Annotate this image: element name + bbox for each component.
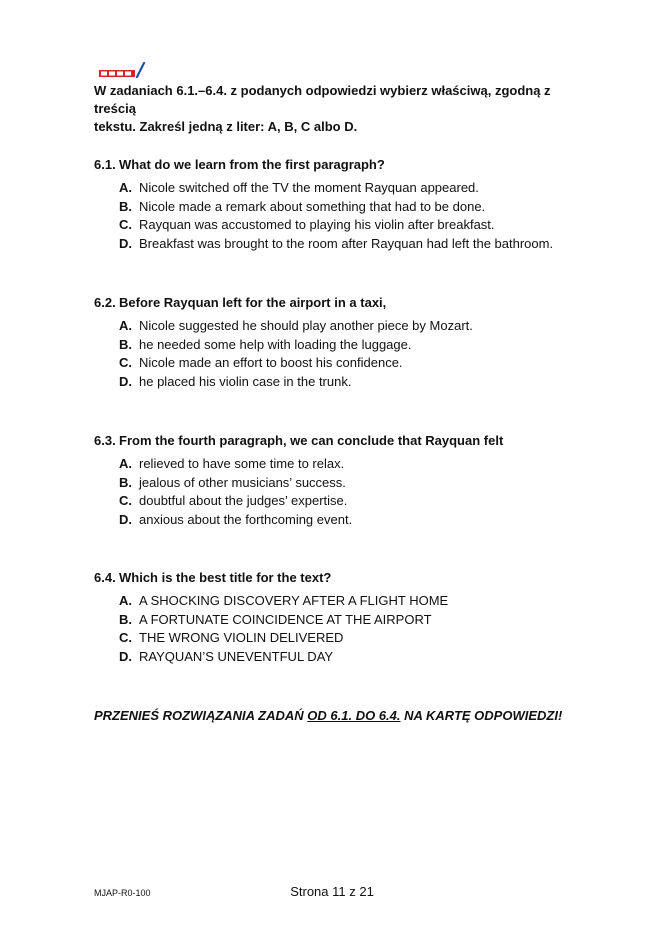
- option-letter: B.: [119, 198, 132, 214]
- instruction-line-1: W zadaniach 6.1.–6.4. z podanych odpowiedzi wybierz właściwą, zgodną z treścią: [94, 83, 551, 116]
- question-6-1: [94, 157, 594, 253]
- option-letter: B.: [119, 336, 132, 352]
- option-text: jealous of other musicians’ success.: [139, 474, 346, 490]
- option-text: he placed his violin case in the trunk.: [139, 373, 352, 389]
- task-instruction: [94, 82, 594, 136]
- question-6-4: [94, 570, 594, 666]
- option-text: doubtful about the judges’ expertise.: [139, 493, 348, 508]
- option-letter: B.: [119, 611, 132, 627]
- note-part-1: PRZENIEŚ ROZWIĄZANIA ZADAŃ: [94, 708, 308, 723]
- option-letter: D.: [119, 648, 132, 664]
- question-heading: [94, 570, 594, 586]
- option-text: he needed some help with loading the luggage.: [139, 336, 412, 352]
- task-boxes-pen-icon: [98, 62, 146, 78]
- page-number: Strona 11 z 21: [290, 884, 374, 899]
- answer-option-a[interactable]: [94, 455, 594, 474]
- question-number: 6.4.: [94, 570, 116, 585]
- answer-option-c[interactable]: [94, 216, 594, 235]
- option-letter: D.: [119, 511, 132, 527]
- answer-option-b[interactable]: [94, 198, 594, 217]
- option-letter: A.: [119, 180, 132, 195]
- answer-option-b[interactable]: [94, 474, 594, 493]
- question-text: Which is the best title for the text?: [119, 570, 332, 585]
- note-part-2: NA KARTĘ ODPOWIEDZI!: [400, 708, 563, 723]
- option-text: RAYQUAN’S UNEVENTFUL DAY: [139, 648, 334, 664]
- transfer-answers-note: [94, 708, 562, 723]
- question-text: Before Rayquan left for the airport in a taxi,: [119, 295, 387, 310]
- answer-option-d[interactable]: [94, 511, 594, 530]
- instruction-line-2: tekstu. Zakreśl jedną z liter: A, B, C albo D.: [94, 119, 358, 134]
- question-6-2: [94, 295, 594, 391]
- question-text: From the fourth paragraph, we can conclude that Rayquan felt: [119, 433, 504, 448]
- answer-option-c[interactable]: [94, 629, 594, 648]
- answer-option-d[interactable]: [94, 235, 594, 254]
- option-letter: C.: [119, 630, 132, 645]
- question-heading: [94, 433, 594, 449]
- option-letter: C.: [119, 355, 132, 370]
- question-number: 6.1.: [94, 157, 116, 172]
- option-letter: A.: [119, 593, 132, 608]
- option-letter: A.: [119, 318, 132, 333]
- option-letter: D.: [119, 235, 132, 251]
- option-text: Breakfast was brought to the room after Rayquan had left the bathroom.: [139, 235, 554, 251]
- answer-option-d[interactable]: [94, 373, 594, 392]
- option-letter: A.: [119, 456, 132, 471]
- option-text: Rayquan was accustomed to playing his violin after breakfast.: [139, 217, 495, 232]
- question-heading: [94, 157, 594, 173]
- answer-option-c[interactable]: [94, 492, 594, 511]
- option-text: Nicole suggested he should play another piece by Mozart.: [139, 318, 473, 333]
- option-text: Nicole switched off the TV the moment Rayquan appeared.: [139, 180, 479, 195]
- option-text: Nicole made an effort to boost his confidence.: [139, 355, 403, 370]
- question-number: 6.2.: [94, 295, 116, 310]
- question-number: 6.3.: [94, 433, 116, 448]
- option-letter: D.: [119, 373, 132, 389]
- answer-option-d[interactable]: [94, 648, 594, 667]
- option-text: A FORTUNATE COINCIDENCE AT THE AIRPORT: [139, 611, 432, 627]
- answer-option-b[interactable]: [94, 336, 594, 355]
- exam-code: MJAP-R0-100: [94, 888, 151, 898]
- answer-option-a[interactable]: [94, 592, 594, 611]
- question-heading: [94, 295, 594, 311]
- option-text: A SHOCKING DISCOVERY AFTER A FLIGHT HOME: [139, 593, 449, 608]
- option-text: Nicole made a remark about something that had to be done.: [139, 198, 486, 214]
- option-letter: C.: [119, 217, 132, 232]
- question-6-3: [94, 433, 594, 529]
- option-text: anxious about the forthcoming event.: [139, 511, 353, 527]
- question-text: What do we learn from the first paragraph?: [119, 157, 385, 172]
- option-text: THE WRONG VIOLIN DELIVERED: [139, 630, 344, 645]
- answer-option-c[interactable]: [94, 354, 594, 373]
- note-underlined-range: OD 6.1. DO 6.4.: [307, 708, 401, 723]
- option-letter: C.: [119, 493, 132, 508]
- option-letter: B.: [119, 474, 132, 490]
- answer-option-a[interactable]: [94, 317, 594, 336]
- answer-option-a[interactable]: [94, 179, 594, 198]
- option-text: relieved to have some time to relax.: [139, 456, 345, 471]
- answer-option-b[interactable]: [94, 611, 594, 630]
